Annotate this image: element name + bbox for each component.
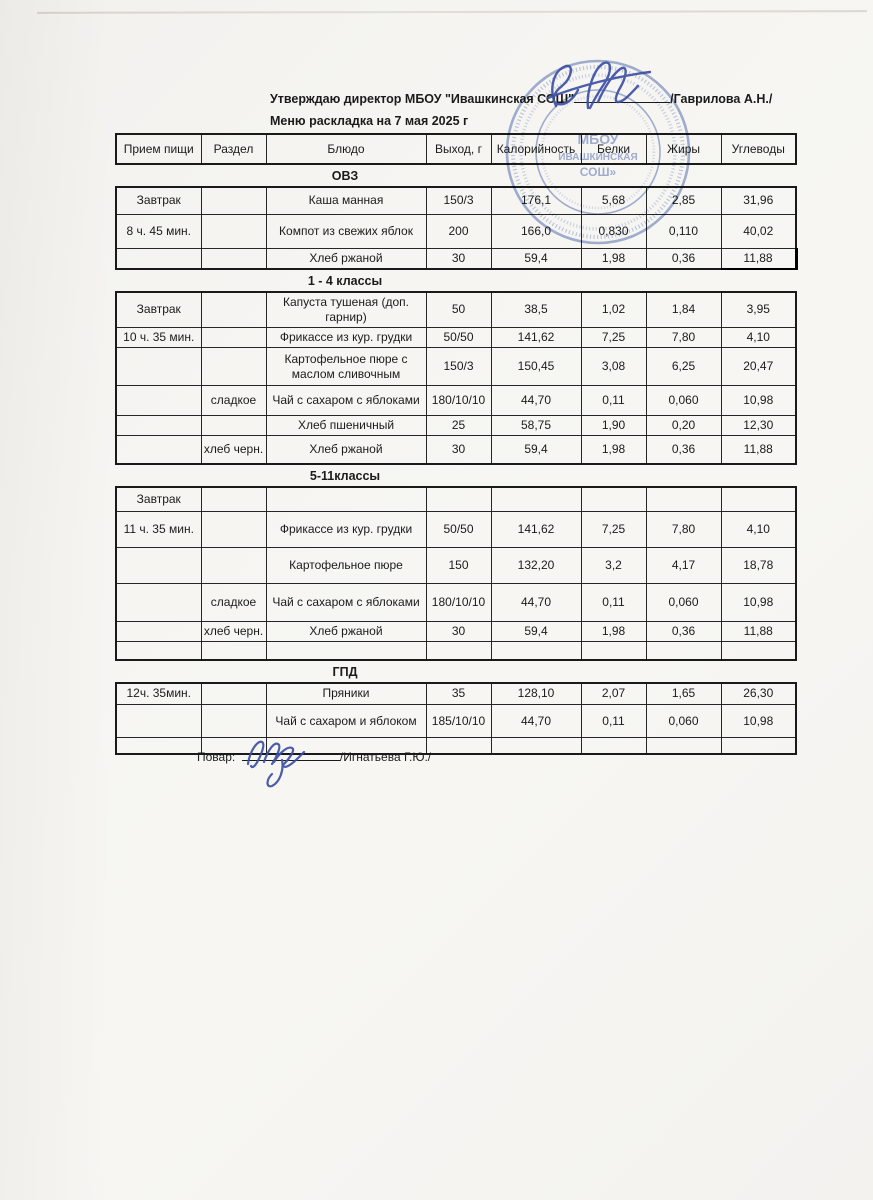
cell-protein: 3,08 (581, 348, 646, 386)
cell-carbs: 20,47 (721, 348, 796, 386)
cell-protein: 1,02 (581, 292, 646, 328)
cell-dish: Картофельное пюре (266, 548, 426, 584)
menu-section-table (115, 291, 797, 465)
cell-carbs: 10,98 (721, 386, 796, 416)
cell-fat: 0,060 (646, 584, 721, 622)
cell-fat (646, 642, 721, 660)
cell-meal: 11 ч. 35 мин. (116, 512, 201, 548)
cell-fat: 6,25 (646, 348, 721, 386)
cell-dish: Капуста тушеная (доп. гарнир) (266, 292, 426, 328)
cell-meal (116, 738, 201, 754)
cell-dish: Чай с сахаром с яблоками (266, 386, 426, 416)
cell-dish: Компот из свежих яблок (266, 214, 426, 248)
cell-protein: 1,98 (581, 622, 646, 642)
cell-meal (116, 705, 201, 738)
cell-razdel (201, 548, 266, 584)
cell-carbs: 11,88 (721, 622, 796, 642)
header-row (116, 134, 796, 164)
cell-protein: 7,25 (581, 328, 646, 348)
menu-section (115, 169, 797, 270)
approval-line (270, 90, 772, 106)
cell-protein: 5,68 (581, 187, 646, 214)
cell-razdel: сладкое (201, 386, 266, 416)
cell-razdel: сладкое (201, 584, 266, 622)
scan-edge-artifact (37, 10, 867, 14)
cell-dish: Пряники (266, 683, 426, 705)
section-title: ГПД (332, 664, 358, 679)
cell-fat: 7,80 (646, 328, 721, 348)
cell-meal (116, 248, 201, 269)
cell-meal: Завтрак (116, 487, 201, 512)
cell-razdel (201, 248, 266, 269)
table-row (116, 416, 796, 436)
cell-out: 200 (426, 214, 491, 248)
cell-dish: Фрикассе из кур. грудки (266, 512, 426, 548)
cell-cal: 44,70 (491, 386, 581, 416)
table-row (116, 386, 796, 416)
cell-fat: 0,36 (646, 436, 721, 464)
col-header-meal: Прием пищи (116, 134, 201, 164)
cell-carbs: 10,98 (721, 705, 796, 738)
cell-cal (491, 642, 581, 660)
cell-dish: Чай с сахаром и яблоком (266, 705, 426, 738)
cell-protein: 0,11 (581, 705, 646, 738)
cell-fat (646, 738, 721, 754)
cell-protein: 0,830 (581, 214, 646, 248)
cell-meal: Завтрак (116, 187, 201, 214)
cook-name: /Игнатьева Г.Ю./ (339, 750, 432, 764)
cell-out: 50/50 (426, 512, 491, 548)
cell-carbs: 12,30 (721, 416, 796, 436)
cell-razdel (201, 328, 266, 348)
cell-razdel (201, 642, 266, 660)
cell-cal: 44,70 (491, 705, 581, 738)
page-title: Меню раскладка на 7 мая 2025 г (270, 114, 469, 128)
table-row (116, 214, 796, 248)
table-row (116, 328, 796, 348)
table-row (116, 348, 796, 386)
menu-section (115, 274, 797, 465)
cell-meal (116, 416, 201, 436)
section-title: 1 - 4 классы (307, 273, 383, 288)
menu-section (115, 665, 797, 755)
cell-dish: Картофельное пюре с маслом сливочным (266, 348, 426, 386)
cell-razdel (201, 705, 266, 738)
table-row (116, 705, 796, 738)
cell-out (426, 487, 491, 512)
cell-fat: 1,65 (646, 683, 721, 705)
menu-section (115, 469, 797, 661)
cell-protein (581, 738, 646, 754)
col-header-carbs: Углеводы (721, 134, 796, 164)
table-row (116, 584, 796, 622)
cell-cal: 141,62 (491, 512, 581, 548)
cell-cal (491, 738, 581, 754)
cell-razdel: хлеб черн. (201, 622, 266, 642)
cell-cal: 128,10 (491, 683, 581, 705)
scan-shadow (0, 0, 110, 1200)
cell-razdel: хлеб черн. (201, 436, 266, 464)
cell-dish: Чай с сахаром с яблоками (266, 584, 426, 622)
cell-cal (491, 487, 581, 512)
cell-cal: 59,4 (491, 622, 581, 642)
cell-out: 180/10/10 (426, 584, 491, 622)
stamp-text-mbou: МБОУ (577, 131, 619, 147)
cell-fat: 0,36 (646, 248, 721, 269)
cell-fat: 1,84 (646, 292, 721, 328)
cell-out: 50/50 (426, 328, 491, 348)
cell-carbs: 18,78 (721, 548, 796, 584)
table-row (116, 512, 796, 548)
cell-dish: Хлеб пшеничный (266, 416, 426, 436)
cook-label: Повар: (197, 750, 236, 764)
cell-out: 30 (426, 436, 491, 464)
cook-signature-line (197, 748, 431, 764)
cell-meal: 8 ч. 45 мин. (116, 214, 201, 248)
cell-dish: Хлеб ржаной (266, 436, 426, 464)
cell-meal (116, 548, 201, 584)
sections-container (115, 169, 797, 755)
table-row (116, 487, 796, 512)
cell-razdel (201, 487, 266, 512)
cell-carbs (721, 738, 796, 754)
cell-fat: 0,36 (646, 622, 721, 642)
cell-cal: 166,0 (491, 214, 581, 248)
cell-carbs (721, 487, 796, 512)
stamp-text-school: ИВАШКИНСКАЯ (558, 152, 638, 163)
cell-protein: 1,90 (581, 416, 646, 436)
cell-cal: 176,1 (491, 187, 581, 214)
cell-fat: 0,110 (646, 214, 721, 248)
cell-cal: 38,5 (491, 292, 581, 328)
cell-razdel (201, 512, 266, 548)
menu-section-table (115, 186, 798, 270)
table-row (116, 436, 796, 464)
cell-out: 35 (426, 683, 491, 705)
cook-signature-blank (242, 748, 340, 761)
cell-meal (116, 584, 201, 622)
col-header-calories: Калорийность (491, 134, 581, 164)
col-header-dish: Блюдо (266, 134, 426, 164)
menu-table-area (115, 133, 797, 755)
cell-cal: 59,4 (491, 436, 581, 464)
cell-cal: 150,45 (491, 348, 581, 386)
cell-fat: 0,060 (646, 705, 721, 738)
cell-out: 30 (426, 248, 491, 269)
cell-cal: 59,4 (491, 248, 581, 269)
table-row (116, 187, 796, 214)
cell-cal: 141,62 (491, 328, 581, 348)
cell-protein (581, 487, 646, 512)
menu-section-table (115, 682, 797, 755)
cell-cal: 58,75 (491, 416, 581, 436)
cell-meal (116, 386, 201, 416)
cell-meal (116, 436, 201, 464)
cell-fat: 7,80 (646, 512, 721, 548)
cell-out: 185/10/10 (426, 705, 491, 738)
cell-meal (116, 348, 201, 386)
cell-meal: 10 ч. 35 мин. (116, 328, 201, 348)
cell-carbs: 40,02 (721, 214, 796, 248)
cell-carbs: 10,98 (721, 584, 796, 622)
cell-protein: 0,11 (581, 584, 646, 622)
cell-razdel (201, 348, 266, 386)
cell-carbs (721, 642, 796, 660)
cell-carbs: 26,30 (721, 683, 796, 705)
cell-out: 25 (426, 416, 491, 436)
approval-text: Утверждаю директор МБОУ "Ивашкинская СОШ" (270, 92, 575, 106)
stamp-text-sosh: СОШ» (579, 165, 617, 179)
cell-fat: 0,20 (646, 416, 721, 436)
cell-out (426, 642, 491, 660)
cell-fat: 2,85 (646, 187, 721, 214)
col-header-razdel: Раздел (201, 134, 266, 164)
cell-razdel (201, 214, 266, 248)
cell-carbs: 11,88 (721, 436, 796, 464)
cell-fat: 4,17 (646, 548, 721, 584)
cell-razdel (201, 683, 266, 705)
header-table (115, 133, 797, 165)
cell-dish (266, 642, 426, 660)
cell-cal: 44,70 (491, 584, 581, 622)
director-name: /Гаврилова А.Н./ (670, 92, 773, 106)
table-row (116, 683, 796, 705)
cell-razdel (201, 416, 266, 436)
cell-meal: 12ч. 35мин. (116, 683, 201, 705)
cell-protein: 1,98 (581, 436, 646, 464)
cell-carbs: 4,10 (721, 328, 796, 348)
table-row (116, 548, 796, 584)
cell-out: 50 (426, 292, 491, 328)
cell-protein: 1,98 (581, 248, 646, 269)
col-header-fat: Жиры (646, 134, 721, 164)
cell-protein: 2,07 (581, 683, 646, 705)
cell-out: 30 (426, 622, 491, 642)
table-row (116, 292, 796, 328)
cell-dish (266, 487, 426, 512)
section-title: ОВЗ (331, 169, 359, 183)
col-header-protein: Белки (581, 134, 646, 164)
cell-fat (646, 487, 721, 512)
cell-meal (116, 622, 201, 642)
cell-dish: Каша манная (266, 187, 426, 214)
cell-out: 150/3 (426, 348, 491, 386)
cell-meal: Завтрак (116, 292, 201, 328)
cell-protein: 3,2 (581, 548, 646, 584)
cell-carbs: 4,10 (721, 512, 796, 548)
table-row (116, 642, 796, 660)
section-title: 5-11классы (309, 468, 381, 483)
cell-protein: 0,11 (581, 386, 646, 416)
table-row (116, 622, 796, 642)
cell-out: 150/3 (426, 187, 491, 214)
cell-protein (581, 642, 646, 660)
cell-out: 180/10/10 (426, 386, 491, 416)
cell-protein: 7,25 (581, 512, 646, 548)
cell-cal: 132,20 (491, 548, 581, 584)
cell-fat: 0,060 (646, 386, 721, 416)
table-row (116, 248, 796, 269)
cell-razdel (201, 292, 266, 328)
signature-line (574, 90, 670, 103)
cell-carbs: 31,96 (721, 187, 796, 214)
cell-meal (116, 642, 201, 660)
cell-carbs: 3,95 (721, 292, 796, 328)
cell-dish: Фрикассе из кур. грудки (266, 328, 426, 348)
cell-out (426, 738, 491, 754)
cell-out: 150 (426, 548, 491, 584)
cell-razdel (201, 187, 266, 214)
cell-carbs: 11,88 (721, 248, 796, 269)
menu-section-table (115, 486, 797, 661)
cell-dish: Хлеб ржаной (266, 248, 426, 269)
col-header-output: Выход, г (426, 134, 491, 164)
cell-dish: Хлеб ржаной (266, 622, 426, 642)
